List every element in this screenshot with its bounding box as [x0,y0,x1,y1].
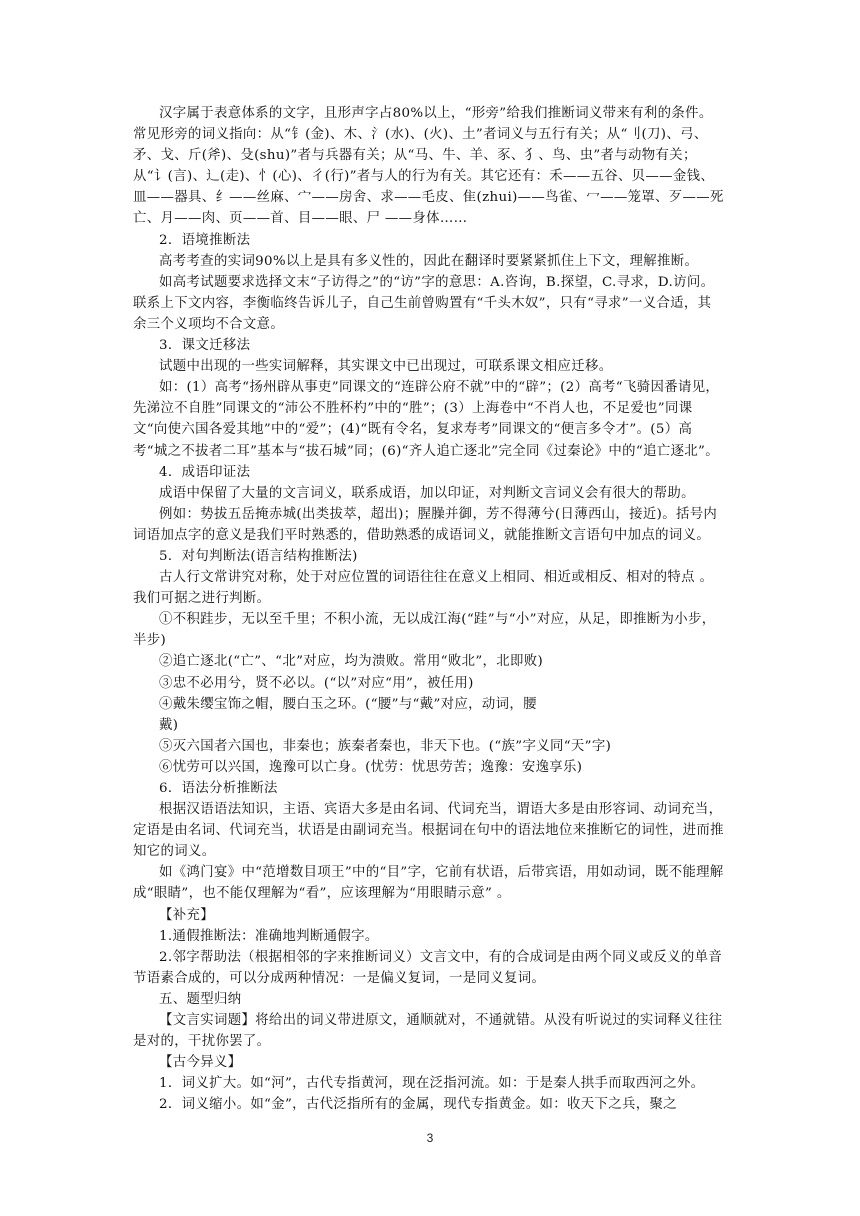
section-heading: 5．对句判断法(语言结构推断法) [159,548,358,564]
paragraph: 如：(1）高考“扬州辟从事吏”同课文的“连辟公府不就”中的“辟”；(2）高考“飞骑因番请见，先涕泣不自胜”同课文的“沛公不胜杯杓”中的“胜”；(3）上海卷中“不肖人也，不足爱也”同课文“向使六国各爱其地”中的“爱”；(4)“既有令名，复求寿考”同课文的“便言多令才”。(5）高考“城之不拔者二耳”基本与“拔石城”同；(6)“齐人追亡逐北”完全同《过秦论》中的“追亡逐北”。 [133,380,720,459]
paragraph: 【文言实词题】将给出的词义带进原文，通顺就对，不通就错。从没有听说过的实词释义往往是对的，干扰你罢了。 [133,1013,723,1050]
paragraph: 如《鸿门宴》中“范增数目项王”中的“目”字，它前有状语，后带宾语，用如动词，既不能理解成“眼睛”，也不能仅理解为“看”，应该理解为“用眼睛示意” 。 [133,865,724,902]
section-heading: 3．课文迁移法 [159,338,251,354]
page-number: 3 [426,1131,434,1145]
section-heading: 五、题型归纳 [159,991,242,1007]
supplement-heading: 【补充】 [159,907,214,923]
paragraph: 成语中保留了大量的文言词义，联系成语，加以印证，对判断文言词义会有很大的帮助。 [159,485,695,501]
paragraph: 2．词义缩小。如“金”，古代泛指所有的金属，现代专指黄金。如：收天下之兵，聚之 [159,1097,677,1113]
example-item: ⑥忧劳可以兴国，逸豫可以亡身。(忧劳：忧思劳苦；逸豫：安逸享乐) [159,759,583,775]
paragraph: 高考考查的实词90%以上是具有多义性的，因此在翻译时要紧紧抓住上下文，理解推断。 [159,253,699,269]
paragraph: 试题中出现的一些实词解释，其实课文中已出现过，可联系课文相应迁移。 [159,359,613,375]
paragraph: 根据汉语语法知识，主语、宾语大多是由名词、代词充当，谓语大多是由形容词、动词充当，定语是由名词、代词充当，状语是由副词充当。根据词在句中的语法地位来推断它的词性，进而推知它的词义。 [133,802,724,860]
example-item: ⑤灭六国者六国也，非秦也；族秦者秦也，非天下也。(“族”字义同“天”字) [159,738,612,754]
example-item-continuation: 戴) [159,717,179,733]
section-heading: 6．语法分析推断法 [159,781,278,796]
paragraph: 1．词义扩大。如“河”，古代专指黄河，现在泛指河流。如：于是秦人拱手而取西河之外。 [159,1076,705,1092]
example-item: ③忠不必用兮，贤不必以。(“以”对应“用”，被任用) [159,675,474,691]
paragraph: 古人行文常讲究对称，处于对应位置的词语往往在意义上相同、相近或相反、相对的特点 。我们可据之进行判断。 [133,570,714,607]
page-body [133,103,725,1116]
example-item: ④戴朱缨宝饰之帽，腰白玉之环。(“腰”与“戴”对应，动词，腰 [159,696,537,712]
paragraph: 例如：势拔五岳掩赤城(出类拔萃，超出)；腥臊并御，芳不得薄兮(日薄西山，接近)。括号内词语加点字的意义是我们平时熟悉的，借助熟悉的成语词义，就能推断文言语句中加点的词义。 [133,506,718,543]
example-item: ①不积跬步，无以至千里；不积小流，无以成江海(“跬”与“小”对应，从足，即推断为小步，半步) [133,612,716,649]
paragraph: 汉字属于表意体系的文字，且形声字占80%以上，“形旁”给我们推断词义带来有利的条件。常见形旁的词义指向：从“钅(金)、木、氵(水)、(火)、土”者词义与五行有关；从“刂(刀)、弓、矛、戈、斤(斧)、殳(shu)”者与兵器有关；从“马、牛、羊、豕、犭、鸟、虫”者与动物有关；从“讠(言)、辶(走)、忄(心)、彳(行)”者与人的行为有关。其它还有：禾——五谷、贝——金钱、皿——器具、纟——丝麻、宀——房舍、求——毛皮、隹(zhui)——鸟雀、冖——笼罩、歹——死亡、月——肉、页——首、目——眼、尸 ——身体…… [133,106,724,227]
paragraph: 1.通假推断法：准确地判断通假字。 [159,928,379,944]
subsection-heading: 【古今异义】 [159,1055,242,1071]
paragraph: 如高考试题要求选择文末“子访得之”的“访”字的意思：A.咨询，B.探望，C.寻求，D.访问。联系上下文内容，李衡临终告诉儿子，自己生前曾购置有“千头木奴”，只有“寻求”一义合适，其余三个义项均不合文意。 [133,274,715,332]
paragraph: 2.邻字帮助法（根据相邻的字来推断词义）文言文中，有的合成词是由两个同义或反义的单音节语素合成的，可以分成两种情况：一是偏义复词，一是同义复词。 [133,949,723,986]
section-heading: 2．语境推断法 [159,232,251,248]
example-item: ②追亡逐北(“亡”、“北”对应，均为溃败。常用“败北”，北即败) [159,654,544,670]
section-heading: 4．成语印证法 [159,464,251,480]
